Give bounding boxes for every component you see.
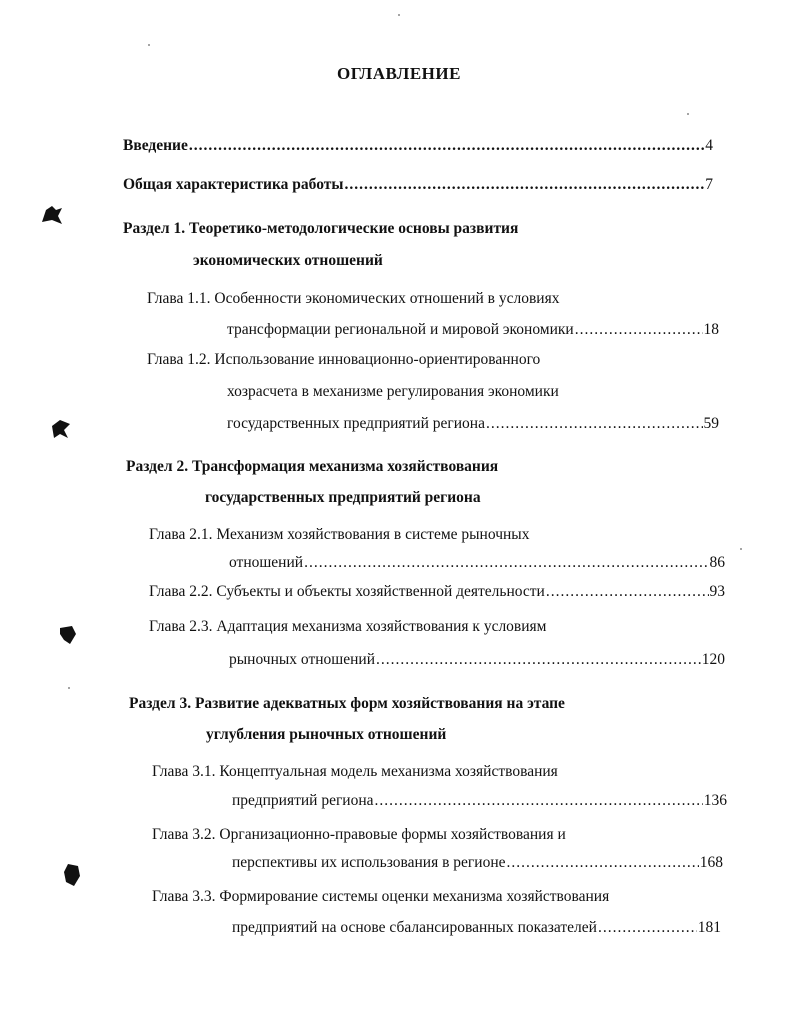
chapter-2-3-line1: Глава 2.3. Адаптация механизма хозяйствования к условиям [149, 618, 547, 635]
chapter-1-2-line1: Глава 1.2. Использование инновационно-ориентированного [147, 351, 541, 368]
scan-speck [148, 44, 150, 46]
dot-leader [546, 582, 709, 602]
toc-entry-text: трансформации региональной и мировой экономики [227, 321, 574, 338]
toc-entry-text: рыночных отношений [229, 651, 376, 668]
page-title: ОГЛАВЛЕНИЕ [337, 64, 461, 83]
dot-leader [375, 791, 703, 811]
scan-speck [68, 687, 70, 689]
dot-leader [486, 414, 703, 434]
chapter-1-2-line3 [227, 414, 719, 434]
scan-blot [40, 204, 64, 226]
toc-page-number: 93 [709, 583, 725, 600]
toc-page-number: 86 [709, 554, 725, 571]
toc-entry-text: предприятий на основе сбалансированных показателей [232, 919, 597, 936]
scan-speck [687, 113, 689, 115]
section-3-title-line1: Раздел 3. Развитие адекватных форм хозяйствования на этапе [129, 695, 565, 712]
chapter-3-2-line2 [232, 853, 723, 873]
toc-page-number: 120 [701, 651, 725, 668]
toc-entry-intro [123, 136, 713, 156]
chapter-2-2 [149, 582, 725, 602]
chapter-2-1-line1: Глава 2.1. Механизм хозяйствования в системе рыночных [149, 526, 530, 543]
chapter-3-1-line1: Глава 3.1. Концептуальная модель механизма хозяйствования [152, 763, 558, 780]
dot-leader [304, 553, 708, 573]
chapter-1-1-line1: Глава 1.1. Особенности экономических отношений в условиях [147, 290, 560, 307]
toc-entry-text: предприятий региона [232, 792, 374, 809]
dot-leader [507, 853, 699, 873]
dot-leader [575, 320, 703, 340]
chapter-3-2-line1: Глава 3.2. Организационно-правовые формы хозяйствования и [152, 826, 566, 843]
toc-entry-text: Глава 2.2. Субъекты и объекты хозяйственной деятельности [149, 583, 545, 600]
toc-entry-text: Введение [123, 137, 188, 154]
section-2-title-line1: Раздел 2. Трансформация механизма хозяйствования [126, 458, 499, 475]
chapter-1-1-line2 [227, 320, 719, 340]
section-1-title-line1: Раздел 1. Теоретико-методологические основы развития [123, 220, 519, 237]
scan-speck [398, 14, 400, 16]
chapter-3-1-line2 [232, 791, 727, 811]
toc-page-number: 7 [705, 176, 713, 193]
toc-entry-general [123, 175, 713, 195]
chapter-2-3-line2 [229, 650, 725, 670]
chapter-3-3-line1: Глава 3.3. Формирование системы оценки механизма хозяйствования [152, 888, 610, 905]
section-1-title-line2: экономических отношений [193, 252, 383, 269]
scan-speck [740, 548, 742, 550]
chapter-3-3-line2 [232, 918, 721, 938]
toc-entry-text: государственных предприятий региона [227, 415, 485, 432]
toc-page-number: 168 [699, 854, 723, 871]
scan-blot [62, 862, 82, 888]
dot-leader [189, 136, 704, 156]
toc-page-number: 18 [703, 321, 719, 338]
section-3-title-line2: углубления рыночных отношений [206, 726, 447, 743]
dot-leader [598, 918, 697, 938]
toc-page-number: 136 [703, 792, 727, 809]
toc-page-number: 59 [703, 415, 719, 432]
toc-entry-text: перспективы их использования в регионе [232, 854, 506, 871]
chapter-2-1-line2 [229, 553, 725, 573]
scan-blot [58, 624, 78, 646]
chapter-1-2-line2: хозрасчета в механизме регулирования экономики [227, 383, 559, 400]
dot-leader [376, 650, 701, 670]
scan-blot [50, 418, 72, 440]
toc-page-number: 4 [705, 137, 713, 154]
section-2-title-line2: государственных предприятий региона [205, 489, 481, 506]
dot-leader [344, 175, 704, 195]
toc-page-number: 181 [697, 919, 721, 936]
toc-entry-text: отношений [229, 554, 304, 571]
toc-entry-text: Общая характеристика работы [123, 176, 344, 193]
